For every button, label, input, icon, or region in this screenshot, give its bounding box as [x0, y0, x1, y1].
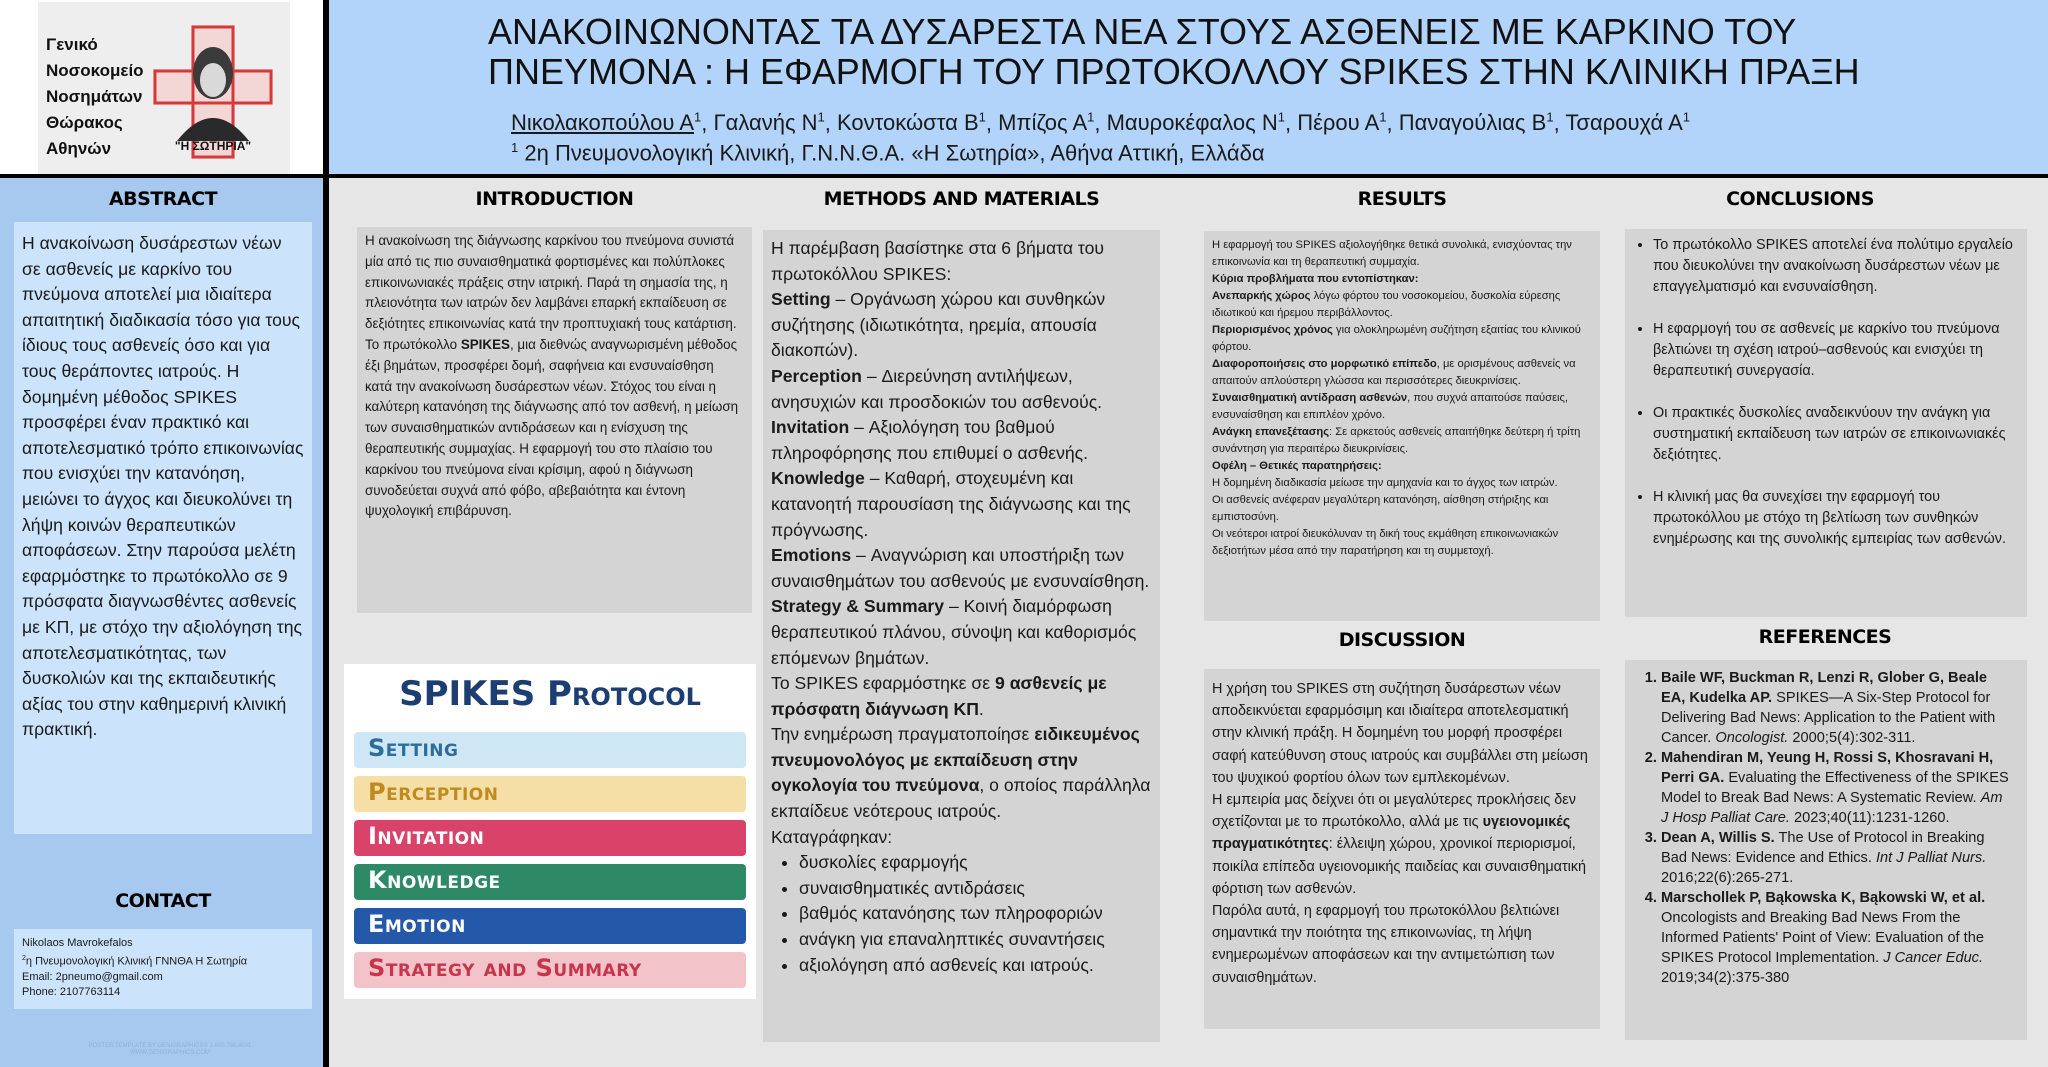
title-banner: [326, 0, 2048, 176]
recorded-item: • συναισθηματικές αντιδράσεις: [799, 876, 1152, 902]
spikes-step-label: Emotion: [368, 910, 466, 938]
author-name: Πέρου $A^1$: [1297, 110, 1387, 136]
spikes-step-bar: [354, 732, 746, 768]
result-problem: Συναισθηματική αντίδραση ασθενών, που συχνά απαιτούσε παύσεις, ενσυναίσθηση και επιπλέον χρόνο.: [1212, 392, 1569, 421]
template-credit: POSTER TEMPLATE BY GENIGRAPHICS® 1.800.790.4001 WWW.GENIGRAPHICS.COM: [88, 1043, 252, 1056]
founder-portrait: [153, 25, 273, 159]
logo-caption: "Η ΣΩΤΗΡΙΑ": [174, 139, 252, 153]
results-text: Η εφαρμογή του SPIKES αξιολογήθηκε θετικά συνολικά, ενισχύοντας την επικοινωνία και τη θεραπευτική συμμαχία. Κύρια προβλήματα που εντοπίστηκαν: Ανεπαρκής χώρος λόγω φόρτου του νοσοκομείου, δυσκολία εύρεσης ιδιωτικού και ήρεμου περιβάλλοντος. Περιορισμένος χρόνος για ολοκληρωμένη συζήτηση εξαιτίας του κλινικού φόρτου. Διαφοροποιήσεις στο μορφωτικό επίπεδο, με ορισμένους ασθενείς να απαιτούν απλούστερη γλώσσα και περισσότερες διευκρινίσεις. Συναισθηματική αντίδραση ασθενών, που συχνά απαιτούσε παύσεις, ενσυναίσθηση και επιπλέον χρόνο. Ανάγκη επανεξέτασης: Σε αρκετούς ασθενείς απαιτήθηκε δεύτερη ή τρίτη συνάντηση για περαιτέρω διευκρινίσεις. Οφέλη – Θετικές παρατηρήσεις: Η δομημένη διαδικασία μείωσε την αμηχανία και το άγχος των ιατρών. Οι ασθενείς ανέφεραν μεγαλύτερη κατανόηση, αίσθηση στήριξης και εμπιστοσύνη. Οι νεότεροι ιατροί διευκόλυναν τη δική τους εκμάθηση επικοινωνιακών δεξιοτήτων μέσα από την παρατήρηση και τη συμμετοχή.: [1204, 231, 1600, 621]
spikes-step-bar: [354, 820, 746, 856]
method-step: Invitation – Αξιολόγηση του βαθμού πληροφόρησης που επιθυμεί ο ασθενής.: [771, 417, 1089, 463]
header-divider: [0, 174, 2048, 178]
spikes-step-label: Setting: [368, 734, 459, 762]
discussion-heading: DISCUSSION: [1338, 629, 1466, 651]
conclusion-item: • Οι πρακτικές δυσκολίες αναδεικνύουν την ανάγκη για συστηματική εκπαίδευση των ιατρών σε επικοινωνιακές δεξιότητες.: [1653, 403, 2013, 466]
conclusions-heading: CONCLUSIONS: [1726, 188, 1874, 210]
author-list: Νικολακοπούλου $A^1$, Γαλανής $N^1$, Κοντοκώστα $B^1$, Μπίζος $A^1$, Μαυροκέφαλος $N^1$, Πέρου $A^1$, Παναγούλιας $B^1$, Τσαρουχά $A^1$: [511, 110, 1690, 136]
contact-clinic: $^2$η Πνευμονολογική Κλινική ΓΝΝΘΑ Η Σωτηρία: [22, 955, 248, 968]
method-step: Knowledge – Καθαρή, στοχευμένη και κατανοητή παρουσίαση της διάγνωσης και της πρόγνωσης.: [771, 468, 1131, 540]
methods-text: Η παρέμβαση βασίστηκε στα 6 βήματα του πρωτοκόλλου SPIKES: Setting – Οργάνωση χώρου και συνθηκών συζήτησης (ιδιωτικότητα, ηρεμία, απουσία διακοπών). Perception – Διερεύνηση αντιλήψεων, ανησυχιών και προσδοκιών του ασθενούς. Invitation – Αξιολόγηση του βαθμού πληροφόρησης που επιθυμεί ο ασθενής. Knowledge – Καθαρή, στοχευμένη και κατανοητή παρουσίαση της διάγνωσης και της πρόγνωσης. Emotions – Αναγνώριση και υποστήριξη των συναισθημάτων του ασθενούς με ενσυναίσθηση. Strategy & Summary – Κοινή διαμόρφωση θεραπευτικού πλάνου, σύνοψη και καθορισμός επόμενων βημάτων. Το SPIKES εφαρμόστηκε σε 9 ασθενείς με πρόσφατη διάγνωση ΚΠ. Την ενημέρωση πραγματοποίησε ειδικευμένος πνευμονολόγος με εκπαίδευση στην ογκολογία του πνεύμονα, ο οποίος παράλληλα εκπαίδευε νεότερους ιατρούς. Καταγράφηκαν: • δυσκολίες εφαρμογής • συναισθηματικές αντιδράσεις • βαθμός κατανόησης των πληροφοριών • ανάγκη για επαναληπτικές συναντήσεις • αξιολόγηση από ασθενείς και ιατρούς.: [763, 230, 1160, 1042]
author-name: Γαλανής $N^1$: [713, 110, 825, 136]
result-problem: Διαφοροποιήσεις στο μορφωτικό επίπεδο, με ορισμένους ασθενείς να απαιτούν απλούστερη γλώσσα και περισσότερες διευκρινίσεις.: [1212, 358, 1576, 387]
author-name: Παναγούλιας $B^1$: [1398, 110, 1554, 136]
spikes-step-bar: [354, 776, 746, 812]
contact-email[interactable]: Email: 2pneumo@gmail.com: [22, 970, 163, 983]
column-divider: [323, 0, 329, 1067]
result-benefit: Οι ασθενείς ανέφεραν μεγαλύτερη κατανόηση, αίσθηση στήριξης και εμπιστοσύνη.: [1212, 494, 1549, 523]
method-step: Perception – Διερεύνηση αντιλήψεων, ανησυχιών και προσδοκιών του ασθενούς.: [771, 365, 1103, 412]
abstract-heading: ABSTRACT: [108, 188, 218, 210]
result-benefit: Οι νεότεροι ιατροί διευκόλυναν τη δική τους εκμάθηση επικοινωνιακών δεξιοτήτων μέσα από την παρατήρηση και τη συμμετοχή.: [1212, 528, 1559, 557]
spikes-title: SPIKES Protocol: [399, 674, 701, 714]
recorded-item: • βαθμός κατανόησης των πληροφοριών: [799, 901, 1152, 927]
contact-info: [14, 929, 312, 1009]
poster-title-line-2: ΠΝΕΥΜΟΝΑ : Η ΕΦΑΡΜΟΓΗ ΤΟΥ ΠΡΩΤΟΚΟΛΛΟΥ SPIKES ΣΤΗΝ ΚΛΙΝΙΚΗ ΠΡΑΞΗ: [488, 51, 1860, 92]
conclusion-item: • Η εφαρμογή του σε ασθενείς με καρκίνο του πνεύμονα βελτιώνει τη σχέση ιατρού–ασθενούς και ενισχύει τη θεραπευτική συνεργασία.: [1653, 319, 2013, 382]
reference-item: 1. Baile WF, Buckman R, Lenzi R, Glober G, Beale EA, Kudelka AP. SPIKES—A Six-Step Protocol for Delivering Bad News: Application to the Patient with Cancer. Oncologist. 2000;5(4):302-311.: [1661, 668, 2013, 748]
recorded-list: [771, 850, 1152, 978]
affiliation: $^1$ 2η Πνευμονολογική Κλινική, Γ.Ν.Ν.Θ.Α. «Η Σωτηρία», Αθήνα Αττική, Ελλάδα: [511, 140, 1265, 166]
spikes-step-bar: [354, 864, 746, 900]
result-problem: Ανάγκη επανεξέτασης: Σε αρκετούς ασθενείς απαιτήθηκε δεύτερη ή τρίτη συνάντηση για περαιτέρω διευκρινίσεις.: [1212, 426, 1581, 455]
poster-title-line-1: ΑΝΑΚΟΙΝΩΝΟΝΤΑΣ ΤΑ ΔΥΣΑΡΕΣΤΑ ΝΕΑ ΣΤΟΥΣ ΑΣΘΕΝΕΙΣ ΜΕ ΚΑΡΚΙΝΟ ΤΟΥ: [488, 11, 1797, 52]
conclusion-item: • Η κλινική μας θα συνεχίσει την εφαρμογή του πρωτοκόλλου με στόχο τη βελτίωση των συνθηκών ενημέρωσης και της συνολικής εμπειρίας των ασθενών.: [1653, 487, 2013, 550]
author-name: Μπίζος $A^1$: [998, 110, 1095, 136]
introduction-text: Η ανακοίνωση της διάγνωσης καρκίνου του πνεύμονα συνιστά μία από τις πιο συναισθηματικά φορτισμένες και πολύπλοκες επικοινωνιακές πράξεις στην ιατρική. Παρά τη σημασία της, η πλειονότητα των ιατρών δεν λαμβάνει επαρκή εκπαίδευση σε δεξιότητες επικοινωνίας κατά την προπτυχιακή τους κατάρτιση. Το πρωτόκολλο SPIKES, μια διεθνώς αναγνωρισμένη μέθοδος έξι βημάτων, προσφέρει δομή, σαφήνεια και ενσυναίσθηση κατά την ανακοίνωση δυσάρεστων νέων. Στόχος του είναι η καλύτερη κατανόηση της διάγνωσης από τον ασθενή, η μείωση των συναισθηματικών αντιδράσεων και η ενίσχυση της θεραπευτικής συμμαχίας. Η εφαρμογή του στο πλαίσιο του καρκίνου του πνεύμονα είναι κρίσιμη, αφού η διάγνωση συνοδεύεται συχνά από φόβο, αβεβαιότητα και έντονη ψυχολογική επιβάρυνση.: [357, 227, 752, 613]
method-step: Emotions – Αναγνώριση και υποστήριξη των συναισθημάτων του ασθενούς με ενσυναίσθηση.: [771, 545, 1150, 591]
author-name: Μαυροκέφαλος $N^1$: [1106, 110, 1285, 136]
method-step: Setting – Οργάνωση χώρου και συνθηκών συζήτησης (ιδιωτικότητα, ηρεμία, απουσία διακοπών).: [771, 289, 1106, 361]
result-problem: Περιορισμένος χρόνος για ολοκληρωμένη συζήτηση εξαιτίας του κλινικού φόρτου.: [1212, 324, 1581, 353]
method-step: Strategy & Summary – Κοινή διαμόρφωση θεραπευτικού πλάνου, σύνοψη και καθορισμός επόμενων βημάτων.: [771, 596, 1137, 668]
spikes-step-label: Perception: [368, 778, 499, 806]
contact-name: Nikolaos Mavrokefalos: [22, 937, 133, 949]
recorded-item: • αξιολόγηση από ασθενείς και ιατρούς.: [799, 953, 1152, 979]
conclusions-list: [1625, 229, 2027, 617]
author-name: Νικολακοπούλου $A^1$: [511, 110, 702, 136]
spikes-step-label: Knowledge: [368, 866, 501, 894]
discussion-text: Η χρήση του SPIKES στη συζήτηση δυσάρεστων νέων αποδεικνύεται εφαρμόσιμη και ιδιαίτερα αποτελεσματική στην κλινική πράξη. Η δομημένη του μορφή προσφέρει σαφή κατεύθυνση στους ιατρούς και συμβάλλει στη μείωση του ψυχικού φορτίου όλων των εμπλεκομένων. Η εμπειρία μας δείχνει ότι οι μεγαλύτερες προκλήσεις δεν σχετίζονται με το πρωτόκολλο, αλλά με τις υγειονομικές πραγματικότητες: έλλειψη χώρου, χρονικοί περιορισμοί, ποικίλα επίπεδα υγειονομικής παιδείας και συναισθηματική φόρτιση των ασθενών. Παρόλα αυτά, η εφαρμογή του πρωτοκόλλου βελτιώνει σημαντικά την ποιότητα της επικοινωνίας, τη λήψη ενημερωμένων αποφάσεων και την αντιμετώπιση των συναισθημάτων.: [1204, 669, 1600, 1029]
author-name: Κοντοκώστα $B^1$: [837, 110, 986, 136]
results-heading: RESULTS: [1357, 188, 1447, 210]
contact-phone: Phone: 2107763114: [22, 985, 121, 998]
methods-heading: METHODS AND MATERIALS: [823, 188, 1100, 210]
author-name: Τσαρουχά $A^1$: [1565, 110, 1690, 136]
spikes-step-label: Strategy and Summary: [368, 954, 642, 982]
spikes-step-label: Invitation: [368, 822, 485, 850]
introduction-heading: INTRODUCTION: [475, 188, 634, 210]
contact-heading: CONTACT: [115, 890, 211, 912]
references-heading: REFERENCES: [1758, 626, 1892, 648]
spikes-step-bar: [354, 908, 746, 944]
abstract-text: Η ανακοίνωση δυσάρεστων νέων σε ασθενείς με καρκίνο του πνεύμονα αποτελεί μια ιδιαίτερα απαιτητική διαδικασία τόσο για τους ίδιους τους ασθενείς όσο και για τους θεράποντες ιατρούς. Η δομημένη μέθοδος SPIKES προσφέρει έναν πρακτικό και αποτελεσματικό τρόπο επικοινωνίας που ενισχύει την κατανόηση, μειώνει το άγχος και διευκολύνει τη λήψη κοινών θεραπευτικών αποφάσεων. Στην παρούσα μελέτη εφαρμόστηκε το πρωτόκολλο σε 9 πρόσφατα διαγνωσθέντες ασθενείς με ΚΠ, με στόχο την αξιολόγηση της αποτελεσματικότητας, των δυσκολιών και της εκπαιδευτικής αξίας του στην καθημερινή κλινική πρακτική.: [14, 222, 312, 834]
methods-steps: [771, 287, 1152, 671]
reference-item: 3. Dean A, Willis S. The Use of Protocol in Breaking Bad News: Evidence and Ethics. Int J Palliat Nurs. 2016;22(6):265-271.: [1661, 828, 2013, 888]
recorded-item: • ανάγκη για επαναληπτικές συναντήσεις: [799, 927, 1152, 953]
recorded-item: • δυσκολίες εφαρμογής: [799, 850, 1152, 876]
references-list: [1625, 660, 2027, 1040]
conclusion-item: • Το πρωτόκολλο SPIKES αποτελεί ένα πολύτιμο εργαλείο που διευκολύνει την ανακοίνωση δυσάρεστων νέων με επαγγελματισμό και ενσυναίσθηση.: [1653, 235, 2013, 298]
spikes-step-bar: [354, 952, 746, 988]
reference-item: 2. Mahendiran M, Yeung H, Rossi S, Khosravani H, Perri GA. Evaluating the Effectiveness of the SPIKES Model to Break Bad News: A Systematic Review. Am J Hosp Palliat Care. 2023;40(11):1231-1260.: [1661, 748, 2013, 828]
result-problem: Ανεπαρκής χώρος λόγω φόρτου του νοσοκομείου, δυσκολία εύρεσης ιδιωτικού και ήρεμου περιβάλλοντος.: [1212, 290, 1561, 319]
reference-item: 4. Marschollek P, Bąkowska K, Bąkowski W, et al. Oncologists and Breaking Bad News From the Informed Patients' Point of View: Evaluation of the SPIKES Protocol Implementation. J Cancer Educ. 2019;34(2):375-380: [1661, 888, 2013, 988]
result-benefit: Η δομημένη διαδικασία μείωσε την αμηχανία και το άγχος των ιατρών.: [1212, 477, 1558, 489]
hospital-name: Γενικό Νοσοκομείο Νοσημάτων Θώρακος Αθηνών: [46, 35, 144, 158]
spikes-protocol-graphic: [344, 664, 756, 999]
